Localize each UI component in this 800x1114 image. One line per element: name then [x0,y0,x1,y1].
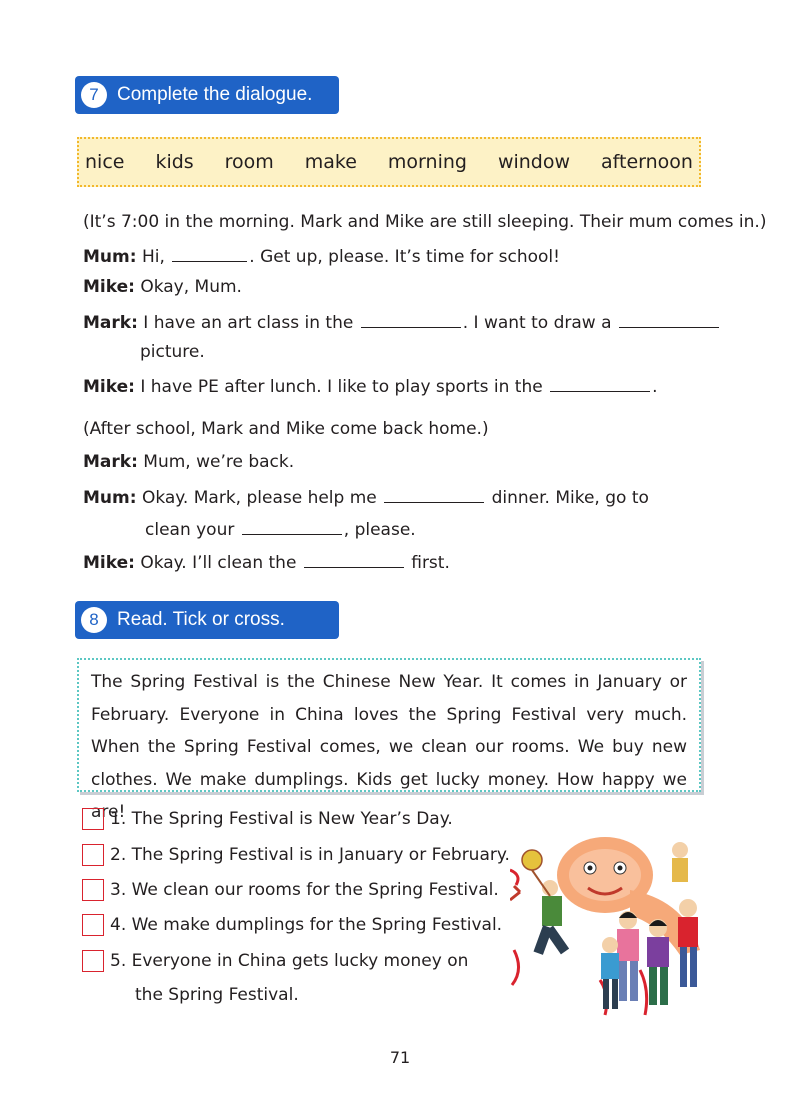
section-title: Complete the dialogue. [117,84,313,105]
answer-blank[interactable] [619,310,719,328]
line-continuation [145,517,416,540]
line-text: Okay. Mark, please help me [141,488,377,508]
answer-blank[interactable] [242,517,342,535]
tick-box[interactable] [82,808,104,830]
dialogue-line [83,244,560,267]
word-bank-item: window [497,151,571,173]
line-text: . I want to draw a [462,313,612,333]
speaker-label: Mike: [83,277,135,297]
lion-dance-illustration [510,830,705,1020]
question-item [82,914,502,936]
question-text: 2. The Spring Festival is in January or February. [110,845,510,865]
question-text: 5. Everyone in China gets lucky money on [110,951,469,971]
tick-box[interactable] [82,879,104,901]
question-item [82,808,453,830]
line-text: , please. [343,520,416,540]
answer-blank[interactable] [384,485,484,503]
answer-blank[interactable] [304,550,404,568]
question-continuation: the Spring Festival. [135,985,299,1005]
answer-blank[interactable] [172,244,247,262]
section-8-header [75,601,339,639]
speaker-label: Mark: [83,313,138,333]
word-bank [77,137,701,187]
question-item [82,950,468,972]
word-bank-item: afternoon [601,151,693,173]
line-text: clean your [145,520,235,540]
reading-passage: The Spring Festival is the Chinese New Year. It comes in January or February. Everyone in China loves the Spring Festival very much. When the Spring Festival comes, we clean our rooms. We buy new clothes. We make dumplings. Kids get lucky money. How happy we are! [77,658,701,792]
line-text: . [652,377,658,397]
tick-box[interactable] [82,950,104,972]
word-bank-item: morning [387,151,467,173]
scene-description: (It’s 7:00 in the morning. Mark and Mike are still sleeping. Their mum comes in.) [83,212,767,232]
answer-blank[interactable] [361,310,461,328]
question-item [82,844,510,866]
line-text: Mum, we’re back. [143,452,295,472]
scene-description: (After school, Mark and Mike come back home.) [83,419,489,439]
line-text: I have PE after lunch. I like to play sports in the [140,377,543,397]
word-bank-item: room [224,151,274,173]
line-text: first. [411,553,450,573]
page-number: 71 [389,1048,411,1067]
line-text: dinner. Mike, go to [491,488,649,508]
line-text: Okay, Mum. [140,277,242,297]
question-item [82,879,499,901]
section-7-header [75,76,339,114]
dialogue-line [83,485,649,508]
question-text: 4. We make dumplings for the Spring Festival. [110,915,503,935]
dialogue-line [83,277,242,297]
line-text: . Get up, please. It’s time for school! [249,247,560,267]
speaker-label: Mike: [83,377,135,397]
speaker-label: Mark: [83,452,138,472]
word-bank-item: make [304,151,357,173]
word-bank-item: nice [85,151,125,173]
dialogue-line [83,310,721,333]
line-text: Hi, [141,247,165,267]
dialogue-line [83,452,294,472]
question-text: 1. The Spring Festival is New Year’s Day. [110,809,453,829]
dialogue-line [83,550,450,573]
speaker-label: Mike: [83,553,135,573]
speaker-label: Mum: [83,488,137,508]
section-number: 8 [81,607,107,633]
question-text: 3. We clean our rooms for the Spring Festival. [110,880,499,900]
line-text: I have an art class in the [143,313,354,333]
tick-box[interactable] [82,914,104,936]
section-title: Read. Tick or cross. [117,609,285,630]
line-text: Okay. I’ll clean the [140,553,297,573]
line-continuation: picture. [140,342,205,362]
answer-blank[interactable] [550,374,650,392]
word-bank-item: kids [155,151,194,173]
speaker-label: Mum: [83,247,137,267]
section-number: 7 [81,82,107,108]
dialogue-line [83,374,658,397]
tick-box[interactable] [82,844,104,866]
